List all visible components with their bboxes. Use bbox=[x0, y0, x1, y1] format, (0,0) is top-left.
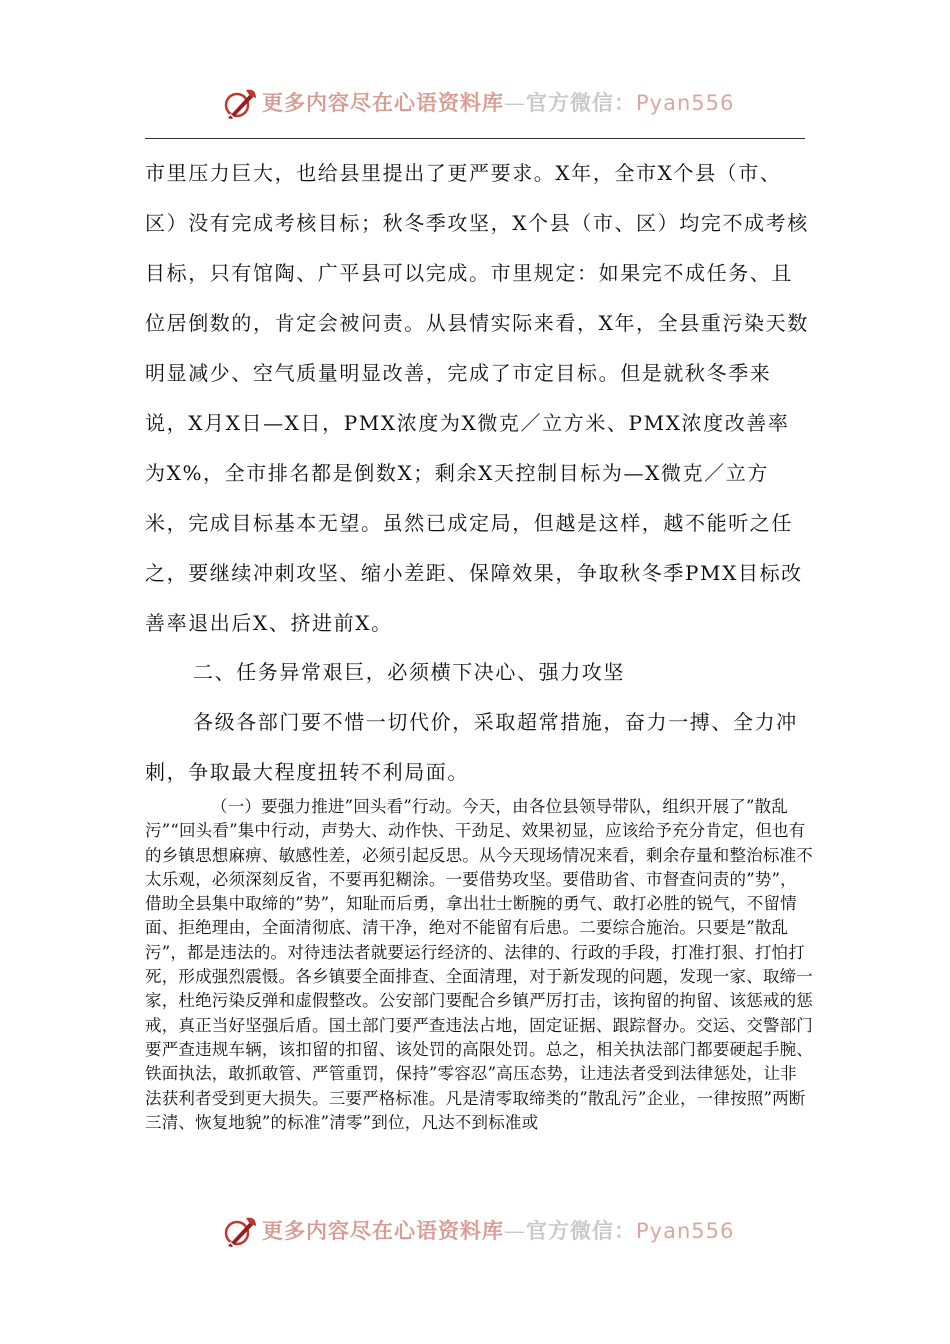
body-paragraph-2: 各级各部门要不惜一切代价，采取超常措施，奋力一搏、全力冲刺，争取最大程度扭转不利局面。 bbox=[145, 710, 798, 784]
top-watermark-banner bbox=[0, 84, 950, 124]
body-paragraph-1: 市里压力巨大，也给县里提出了更严要求。X年，全市X个县（市、区）没有完成考核目标；秋冬季攻坚，X个县（市、区）均完不成考核目标，只有馆陶、广平县可以完成。市里规定：如果完不成任务、且位居倒数的，肯定会被问责。从县情实际来看，X年，全县重污染天数明显减少、空气质量明显改善，完成了市定目标。但是就秋冬季来说，X月X日—X日，PMX浓度为X微克／立方米、PMX浓度改善率为X%，全市排名都是倒数X；剩余X天控制目标为—X微克／立方米，完成目标基本无望。虽然已成定局，但越是这样，越不能听之任之，要继续冲刺攻坚、缩小差距、保障效果，争取秋冬季PMX目标改善率退出后X、挤进前X。 bbox=[145, 161, 809, 635]
watermark-main-text: 更多内容尽在心语资料库 bbox=[262, 1218, 504, 1243]
quill-pen-logo-icon bbox=[222, 1214, 258, 1250]
bottom-watermark-banner bbox=[0, 1212, 950, 1252]
watermark-separator: — bbox=[504, 1219, 526, 1243]
watermark-separator: — bbox=[504, 91, 526, 115]
section-heading-2: 二、任务异常艰巨，必须横下决心、强力攻坚 bbox=[193, 660, 625, 684]
watermark-wechat-id: Pyan556 bbox=[636, 91, 735, 115]
watermark-wechat-label: 官方微信： bbox=[526, 1218, 636, 1243]
quill-pen-logo-icon bbox=[222, 86, 258, 122]
header-divider bbox=[145, 138, 805, 139]
watermark-text bbox=[262, 1216, 734, 1246]
watermark-wechat-id: Pyan556 bbox=[636, 1219, 735, 1243]
watermark-main-text: 更多内容尽在心语资料库 bbox=[262, 90, 504, 115]
watermark-text bbox=[262, 88, 734, 118]
body-paragraph-3: （一）要强力推进”回头看”行动。今天，由各位县领导带队，组织开展了”散乱污”“回头看”集中行动，声势大、动作快、干劲足、效果初显，应该给予充分肯定，但也有的乡镇思想麻痹、敏感性差，必须引起反思。从今天现场情况来看，剩余存量和整治标准不太乐观，必须深刻反省，不要再犯糊涂。一要借势攻坚。要借助省、市督查问责的”势”，借助全县集中取缔的”势”，知耻而后勇，拿出壮士断腕的勇气、敢打必胜的锐气，不留情面、拒绝理由，全面清彻底、清干净，绝对不能留有后患。二要综合施治。只要是”散乱污”，都是违法的。对待违法者就要运行经济的、法律的、行政的手段，打准打狠、打怕打死，形成强烈震慑。各乡镇要全面排查、全面清理，对于新发现的问题，发现一家、取缔一家，杜绝污染反弹和虚假整改。公安部门要配合乡镇严厉打击，该拘留的拘留、该惩戒的惩戒，真正当好坚强后盾。国土部门要严查违法占地，固定证据、跟踪督办。交运、交警部门要严查违规车辆，该扣留的扣留、该处罚的高限处罚。总之，相关执法部门都要硬起手腕、铁面执法，敢抓敢管、严管重罚，保持”零容忍”高压态势，让违法者受到法律惩处，让非法获利者受到更大损失。三要严格标准。凡是清零取缔类的”散乱污”企业，一律按照”两断三清、恢复地貌”的标准”清零”到位，凡达不到标准或 bbox=[145, 797, 813, 1132]
watermark-wechat-label: 官方微信： bbox=[526, 90, 636, 115]
